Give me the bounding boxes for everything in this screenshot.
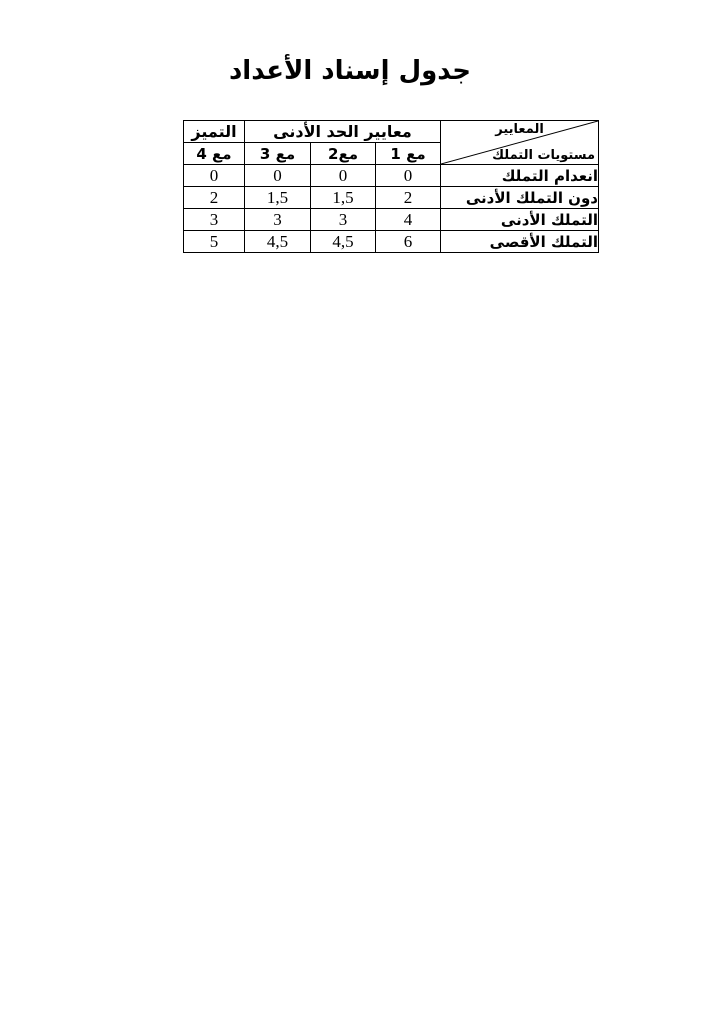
table-row-min-mastery (184, 209, 599, 231)
cell-value: 2 (184, 187, 245, 209)
column-header-crit-3: مع 3 (245, 143, 311, 165)
table-row-below-min-mastery (184, 187, 599, 209)
cell-value: 1,5 (245, 187, 311, 209)
row-label: انعدام التملك (441, 165, 599, 187)
cell-value: 4,5 (245, 231, 311, 253)
corner-criteria-label: المعايير (495, 122, 544, 137)
table-row-no-mastery (184, 165, 599, 187)
row-label: التملك الأدنى (441, 209, 599, 231)
cell-value: 0 (245, 165, 311, 187)
cell-value: 5 (184, 231, 245, 253)
group-header-min-criteria: معايير الحد الأدنى (245, 121, 441, 143)
cell-value: 2 (376, 187, 441, 209)
cell-value: 3 (245, 209, 311, 231)
row-label: التملك الأقصى (441, 231, 599, 253)
group-header-row (184, 121, 599, 143)
cell-value: 1,5 (311, 187, 376, 209)
column-header-crit-4: مع 4 (184, 143, 245, 165)
cell-value: 3 (184, 209, 245, 231)
cell-value: 4,5 (311, 231, 376, 253)
column-header-crit-1: مع 1 (376, 143, 441, 165)
score-assignment-table (183, 120, 599, 253)
column-header-crit-2: مع2 (311, 143, 376, 165)
cell-value: 4 (376, 209, 441, 231)
page-title: جدول إسناد الأعداد (228, 56, 472, 86)
cell-value: 0 (376, 165, 441, 187)
cell-value: 0 (184, 165, 245, 187)
table-row-max-mastery (184, 231, 599, 253)
corner-cell (441, 121, 599, 165)
cell-value: 3 (311, 209, 376, 231)
row-label: دون التملك الأدنى (441, 187, 599, 209)
cell-value: 6 (376, 231, 441, 253)
cell-value: 0 (311, 165, 376, 187)
group-header-excellence: التميز (184, 121, 245, 143)
corner-levels-label: مستويات التملك (492, 148, 596, 163)
